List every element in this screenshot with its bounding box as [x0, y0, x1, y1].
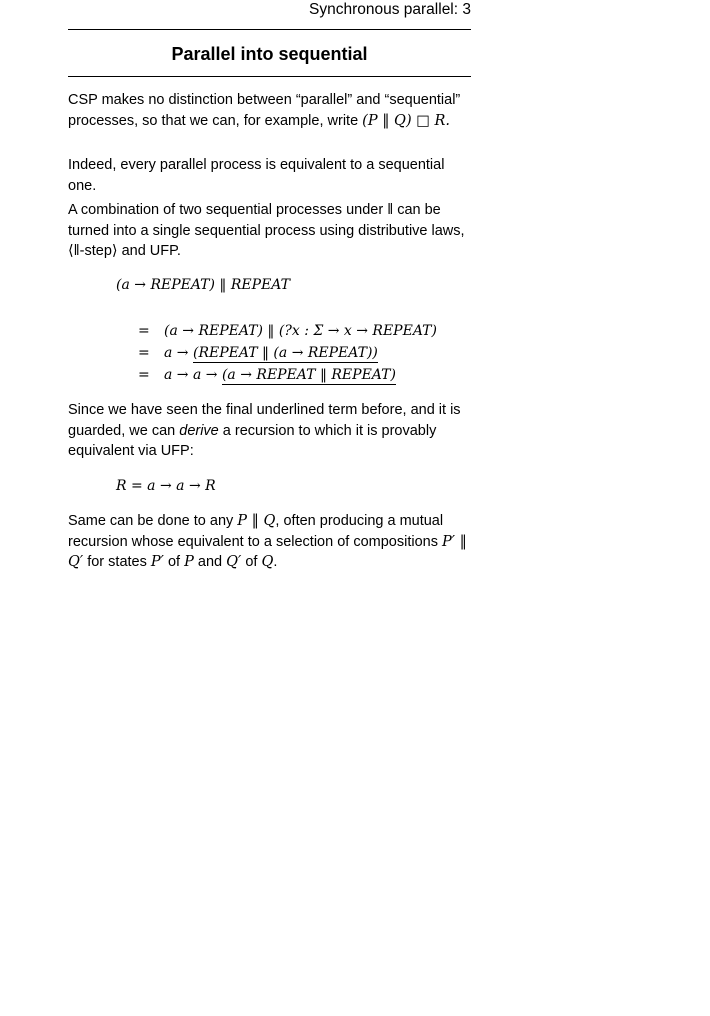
derivation-step-3: [138, 365, 396, 385]
paragraph-1-text: CSP makes no distinction between “parallel” and “sequential” processes, so that we can, for example, write: [68, 92, 461, 129]
recursion-equation: [116, 476, 216, 496]
equals-sign: =: [138, 367, 150, 383]
paragraph-2: Indeed, every parallel process is equivalent to a sequential one.: [68, 157, 445, 194]
formula-q: Q: [261, 554, 274, 570]
paragraph-1: [68, 90, 474, 131]
paragraph-5-text-f: of: [245, 554, 258, 570]
paragraph-5-text-b: , often producing a mutual recursion whose equivalent to a selection of compositions: [68, 513, 444, 550]
formula-q-prime: Q′: [226, 554, 242, 570]
recursion-term: R = a → a → R: [116, 478, 216, 494]
title-rule: [68, 76, 471, 77]
paragraph-4: [68, 400, 474, 462]
formula-p-par-q: P ‖ Q: [237, 513, 276, 529]
paragraph-5-period: .: [273, 554, 278, 570]
running-header: Synchronous parallel: 3: [309, 1, 471, 18]
paragraph-5: [68, 511, 474, 573]
derivation-step-1: [138, 321, 437, 341]
paragraph-5-text-d: of: [167, 554, 181, 570]
formula-p: P: [184, 554, 194, 570]
paragraph-4-text-a: Since we have seen the final underlined term before, and it is guarded, we can: [68, 402, 461, 439]
derivation-step-2: [138, 343, 378, 363]
paragraph-5-text-c: for states: [87, 554, 147, 570]
derivation-start-term: (a → REPEAT) ‖ REPEAT: [116, 277, 290, 293]
paragraph-5-text-a: Same can be done to any: [68, 513, 234, 529]
step-3-prefix: a → a →: [164, 367, 218, 383]
derivation-start: [116, 275, 290, 295]
section-title: Parallel into sequential: [171, 44, 368, 64]
paragraph-5-text-e: and: [197, 554, 223, 570]
equals-sign: =: [138, 345, 150, 361]
paragraph-3: A combination of two sequential processes under ‖ can be turned into a single sequential process using distributive laws, ⟨‖-step⟩ and UFP.: [68, 202, 465, 259]
top-rule: [68, 29, 471, 30]
step-2-prefix: a →: [164, 345, 189, 361]
step-2-underlined-term: (REPEAT ‖ (a → REPEAT)): [192, 345, 378, 361]
equals-sign: =: [138, 323, 150, 339]
formula-p-prime: P′: [150, 554, 164, 570]
choice-formula: (P ‖ Q) □ R.: [362, 112, 451, 129]
step-1-term: (a → REPEAT) ‖ (?x : Σ → x → REPEAT): [164, 323, 437, 339]
emphasis-derive: derive: [179, 422, 219, 439]
step-3-underlined-term: (a → REPEAT ‖ REPEAT): [221, 367, 396, 383]
paragraph-4-text-b: a recursion to which it is provably equivalent via UFP:: [68, 422, 437, 459]
formula-p-prime-par-q-prime: P′ ‖ Q′: [68, 533, 467, 570]
